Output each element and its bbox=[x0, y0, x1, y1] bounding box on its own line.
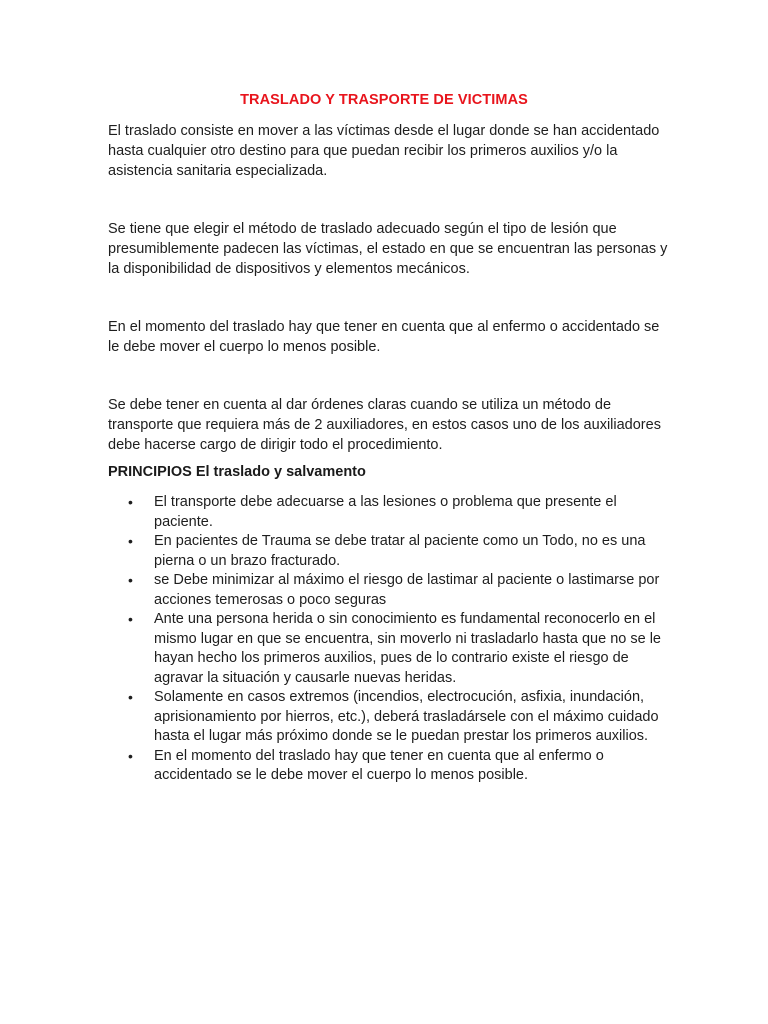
list-item-text: En pacientes de Trauma se debe tratar al paciente como un Todo, no es una pierna o un brazo fracturado. bbox=[154, 533, 646, 569]
list-item bbox=[108, 747, 668, 786]
bullet-icon: • bbox=[128, 747, 133, 764]
list-item bbox=[108, 571, 668, 610]
list-item-text: se Debe minimizar al máximo el riesgo de lastimar al paciente o lastimarse por acciones temerosas o poco seguras bbox=[154, 572, 660, 608]
list-item bbox=[108, 493, 668, 532]
paragraph-clear-orders: Se debe tener en cuenta al dar órdenes claras cuando se utiliza un método de transporte que requiera más de 2 auxiliadores, en estos casos uno de los auxiliadores debe hacerse cargo de dirigir todo el procedimiento. bbox=[108, 397, 661, 453]
list-item bbox=[108, 610, 668, 688]
document-title: TRASLADO Y TRASPORTE DE VICTIMAS bbox=[240, 92, 528, 108]
bullet-icon: • bbox=[128, 689, 133, 705]
list-item-text: El transporte debe adecuarse a las lesiones o problema que presente el paciente. bbox=[154, 494, 617, 530]
bullet-icon: • bbox=[128, 494, 133, 510]
principles-heading: PRINCIPIOS El traslado y salvamento bbox=[108, 464, 366, 480]
paragraph-method-selection: Se tiene que elegir el método de traslado adecuado según el tipo de lesión que presumiblemente padecen las víctimas, el estado en que se encuentran las personas y la disponibilidad de dispositivos y elementos mecánicos. bbox=[108, 221, 668, 277]
bullet-icon: • bbox=[128, 533, 133, 549]
principles-list bbox=[108, 493, 668, 786]
list-item-text: Ante una persona herida o sin conocimiento es fundamental reconocerlo en el mismo lugar en que se encuentra, sin moverlo ni trasladarlo hasta que no se le hayan hecho los primeros auxilios, pues de lo contrario existe el riesgo de agravar la situación y causarle nuevas heridas. bbox=[154, 611, 661, 686]
list-item bbox=[108, 532, 668, 571]
list-item bbox=[108, 688, 668, 747]
bullet-icon: • bbox=[128, 572, 133, 588]
list-item-text: Solamente en casos extremos (incendios, electrocución, asfixia, inundación, aprisionamiento por hierros, etc.), deberá trasladársele con el máximo cuidado hasta el lugar más próximo donde se le puedan prestar los primeros auxilios. bbox=[154, 689, 659, 744]
paragraph-traslado-definition: El traslado consiste en mover a las víctimas desde el lugar donde se han accidentado hasta cualquier otro destino para que puedan recibir los primeros auxilios y/o la asistencia sanitaria especializada. bbox=[108, 123, 660, 179]
paragraph-minimal-movement: En el momento del traslado hay que tener en cuenta que al enfermo o accidentado se le debe mover el cuerpo lo menos posible. bbox=[108, 319, 660, 355]
list-item-text: En el momento del traslado hay que tener en cuenta que al enfermo o accidentado se le debe mover el cuerpo lo menos posible. bbox=[154, 747, 604, 783]
bullet-icon: • bbox=[128, 611, 133, 627]
